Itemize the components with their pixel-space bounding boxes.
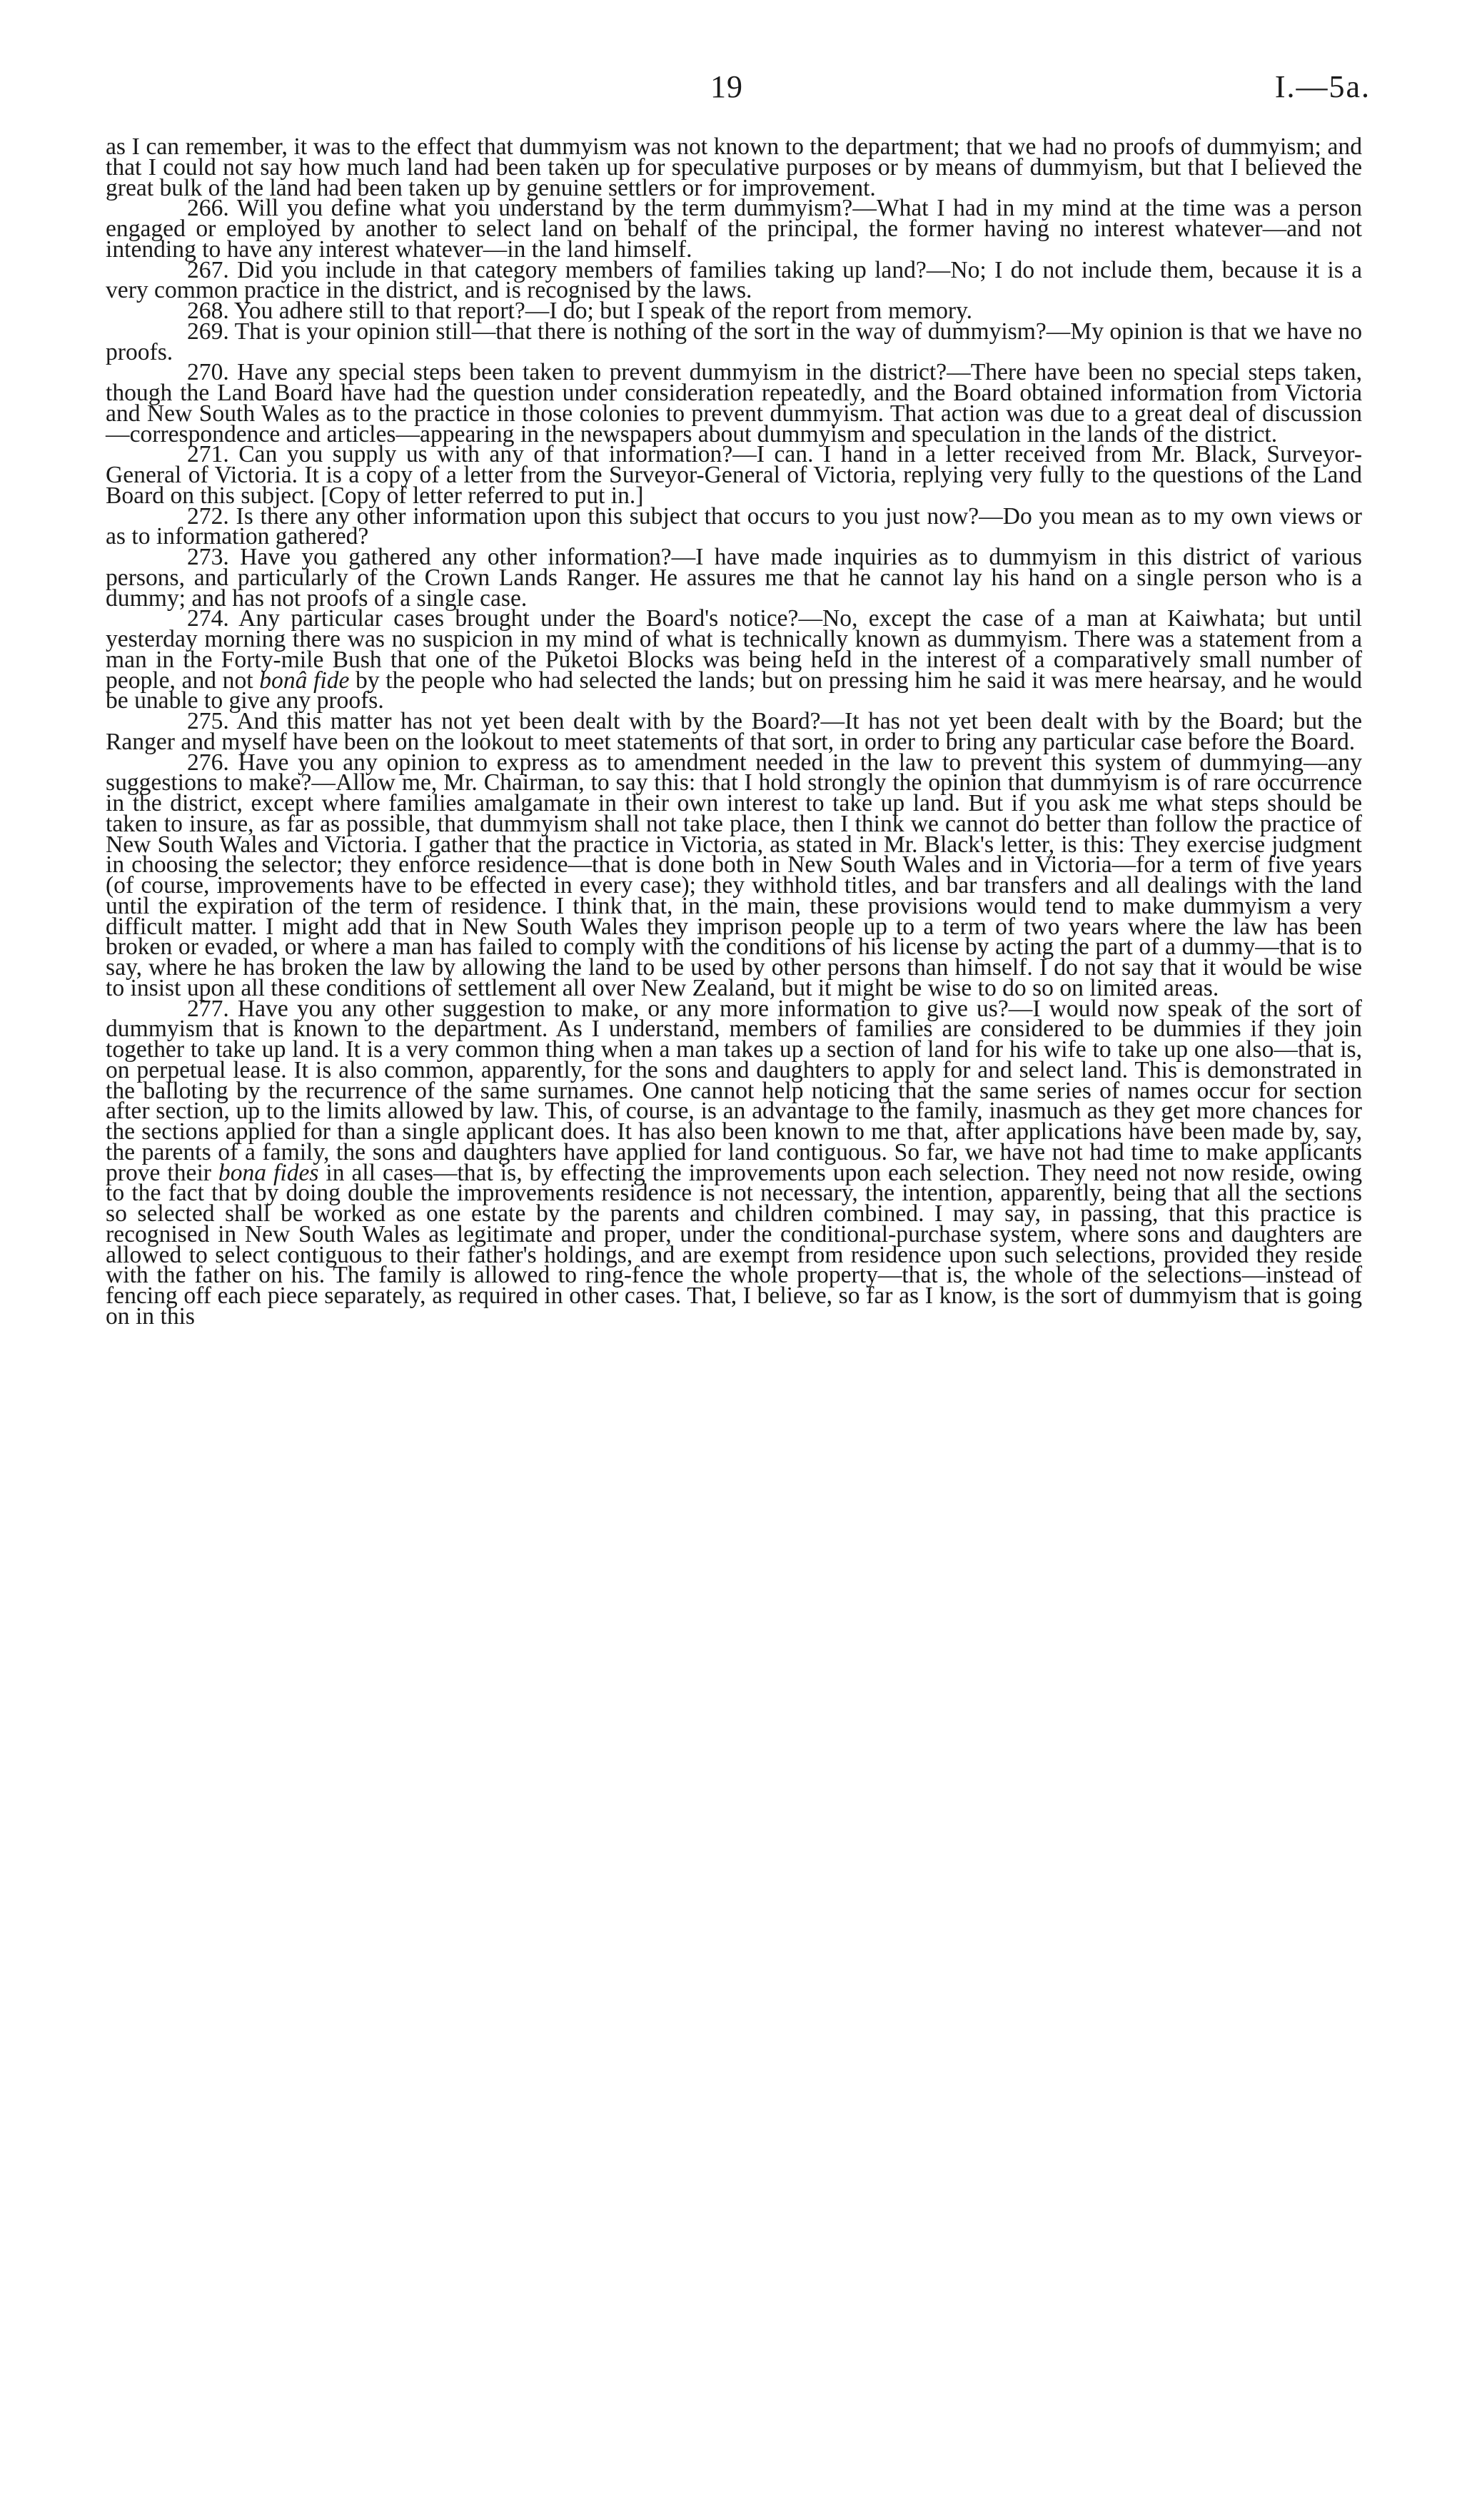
paragraph-277-text-end: in all cases—that is, by effecting the improvements upon each selection. They need not now reside, owing to the fact that by doing double the improvements residence is not necessary, the intention, apparently, being that all the sections so selected shall be worked as one estate by the parents and children combined. I may say, in passing, that this practice is recognised in New South Wales as legitimate and proper, under the conditional-purchase system, where sons and daughters are allowed to select contiguous to their father's holdings, and are exempt from residence upon such selections, provided they reside with the father on his. The family is allowed to ring-fence the whole property—that is, the whole of the selections—instead of fencing off each piece separately, as required in other cases. That, I believe, so far as I know, is the sort of dummyism that is going on in this	[106, 1159, 1362, 1330]
paragraph-277-text: 277. Have you any other suggestion to make, or any more information to give us?—I would now speak of the sort of dummyism that is known to the department. As I understand, members of families are considered to be dummies if they join together to take up land. It is a very common thing when a man takes up a section of land for his wife to take up one also—that is, on perpetual lease. It is also common, apparently, for the sons and daughters to apply for and select land. This is demonstrated in the balloting by the recurrence of the same surnames. One cannot help noticing that the same series of names occur for section after section, up to the limits allowed by law. This, of course, is an advantage to the family, inasmuch as they get more chances for the sections applied for than a single applicant does. It has also been known to me that, after applications have been made by, say, the parents of a family, the sons and daughters have applied for land contiguous. So far, we have not had time to make applicants prove their	[106, 995, 1362, 1186]
paragraph-268: 268. You adhere still to that report?—I do; but I speak of the report from memory.	[187, 298, 973, 324]
paragraph-274-text: 274. Any particular cases brought under the Board's notice?—No, except the case of a man at Kaiwhata; but until yesterday morning there was no suspicion in my mind of what is technically known as dummyism. There was a statement from a man in the Forty-mile Bush that one of the Puketoi Blocks was being held in the interest of a comparatively small number of people, and not	[106, 605, 1362, 694]
paragraph-267: 267. Did you include in that category members of families taking up land?—No; I do not include them, because it is a very common practice in the district, and is recognised by the laws.	[106, 256, 1362, 304]
paragraph-266: 266. Will you define what you understand by the term dummyism?—What I had in my mind at the time was a person engaged or employed by another to select land on behalf of the principal, the former having no interest whatever—and not intending to have any interest whatever—in the land himself.	[106, 195, 1362, 263]
paragraph-271: 271. Can you supply us with any of that information?—I can. I hand in a letter received from Mr. Black, Surveyor-General of Victoria. It is a copy of a letter from the Surveyor-General of Victoria, replying very fully to the questions of the Land Board on this subject. [Copy of letter referred to put in.]	[106, 441, 1362, 509]
paragraph-275: 275. And this matter has not yet been dealt with by the Board?—It has not yet been dealt with by the Board; but the Ranger and myself have been on the lookout to meet statements of that sort, in order to bring any particular case before the Board.	[106, 708, 1362, 755]
paragraph-277	[106, 995, 1362, 1330]
paragraph-277-italic: bona fides	[218, 1159, 319, 1186]
paragraph-274	[106, 605, 1362, 714]
paragraph-273: 273. Have you gathered any other information?—I have made inquiries as to dummyism in this district of various persons, and particularly of the Crown Lands Ranger. He assures me that he cannot lay his hand on a single person who is a dummy; and has not proofs of a single case.	[106, 544, 1362, 612]
body-text	[106, 133, 1362, 1330]
paragraph-274-text-end: by the people who had selected the lands; but on pressing him he said it was mere hearsay, and he would be unable to give any proofs.	[106, 667, 1362, 714]
paragraph-continuation: as I can remember, it was to the effect that dummyism was not known to the department; that we had no proofs of dummyism; and that I could not say how much land had been taken up for speculative purposes or by means of dummyism, but that I believed the great bulk of the land had been taken up by genuine settlers or for improvement.	[106, 133, 1362, 201]
document-reference: I.—5a.	[1274, 69, 1371, 104]
page-number: 19	[710, 69, 743, 104]
paragraph-276: 276. Have you any opinion to express as to amendment needed in the law to prevent this system of dummying—any suggestions to make?—Allow me, Mr. Chairman, to say this: that I hold strongly the opinion that dummyism is of rare occurrence in the district, except where families amalgamate in their own interest to take up land. But if you ask me what steps should be taken to insure, as far as possible, that dummyism shall not take place, then I think we cannot do better than follow the practice of New South Wales and Victoria. I gather that the practice in Victoria, as stated in Mr. Black's letter, is this: They exercise judgment in choosing the selector; they enforce residence—that is done both in New South Wales and in Victoria—for a term of five years (of course, improvements have to be effected in every case); they withhold titles, and bar transfers and all dealings with the land until the expiration of the term of residence. I think that, in the main, these provisions would tend to make dummyism a very difficult matter. I might add that in New South Wales they imprison people up to a term of two years where the law has been broken or evaded, or where a man has failed to comply with the conditions of his license by acting the part of a dummy—that is to say, where he has broken the law by allowing the land to be used by other persons than himself. I do not say that it would be wise to insist upon all these conditions of settlement all over New Zealand, but it might be wise to do so on limited areas.	[106, 749, 1362, 1001]
paragraph-274-italic: bonâ fide	[259, 667, 350, 694]
paragraph-270: 270. Have any special steps been taken to prevent dummyism in the district?—There have been no special steps taken, though the Land Board have had the question under consideration repeatedly, and the Board obtained information from Victoria and New South Wales as to the practice in those colonies to prevent dummyism. That action was due to a great deal of discussion—correspondence and articles—appearing in the newspapers about dummyism and speculation in the lands of the district.	[106, 359, 1362, 447]
paragraph-269: 269. That is your opinion still—that there is nothing of the sort in the way of dummyism?—My opinion is that we have no proofs.	[106, 318, 1362, 365]
paragraph-272: 272. Is there any other information upon this subject that occurs to you just now?—Do you mean as to my own views or as to information gathered?	[106, 502, 1362, 550]
page-header	[0, 69, 1467, 111]
